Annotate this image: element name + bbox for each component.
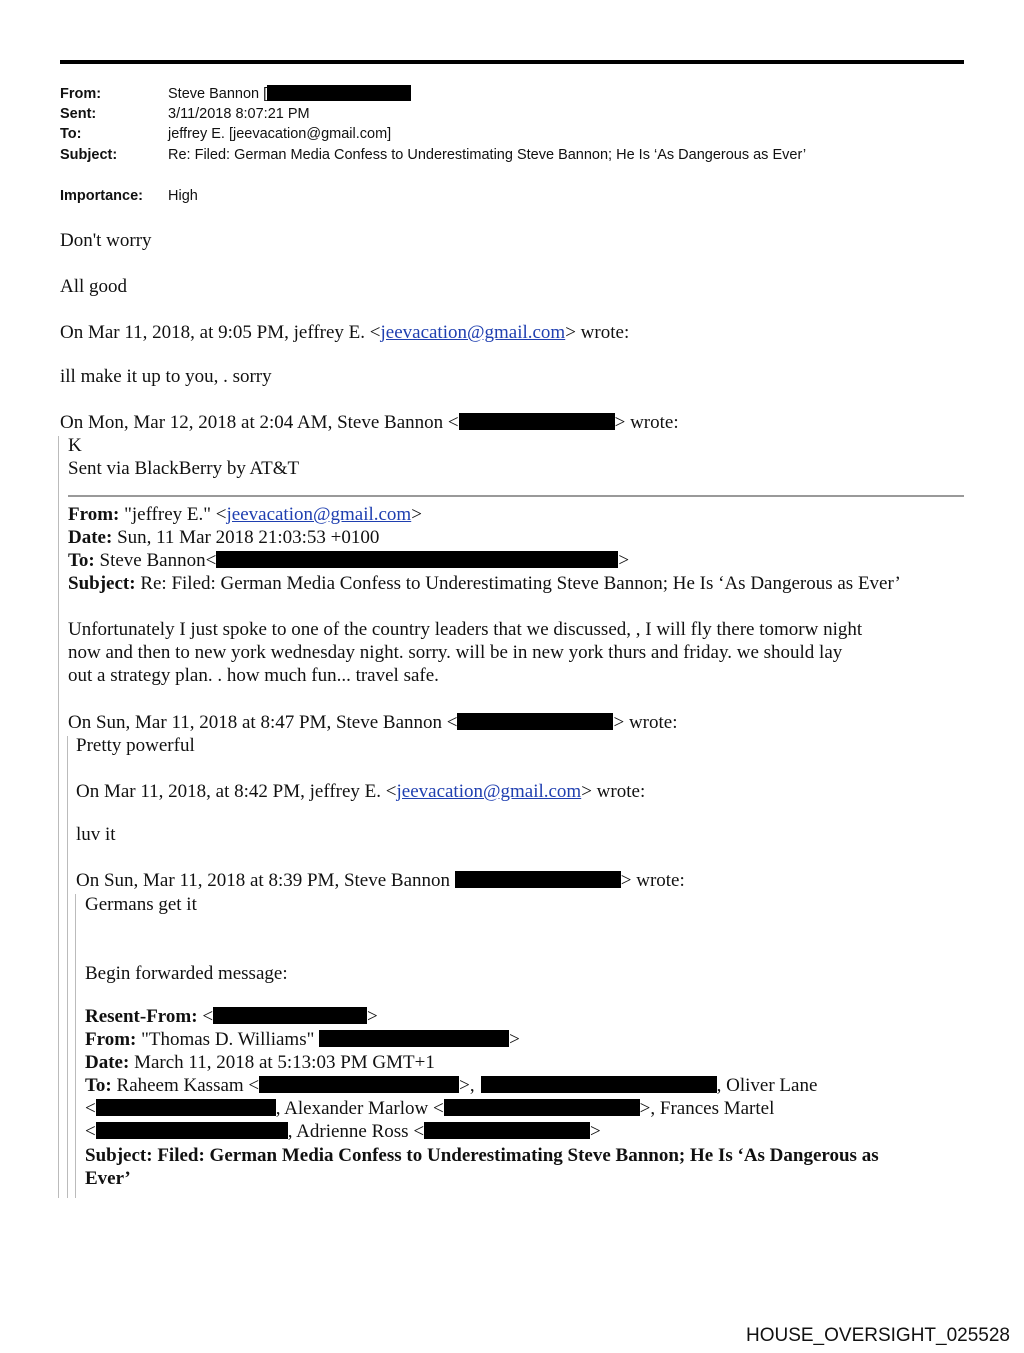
quote-bar-mid <box>67 736 68 1198</box>
quote-bar-inner <box>75 894 76 1198</box>
quote-header-1 <box>60 321 629 344</box>
fwd1-msg-line-2: now and then to new york wednesday night. sorry. will be in new york thurs and friday. we should lay <box>68 642 843 663</box>
fwd2-subject-value: Filed: German Media Confess to Underestimating Steve Bannon; He Is ‘As Dangerous as <box>157 1145 879 1166</box>
email-link[interactable]: jeevacation@gmail.com <box>380 322 566 343</box>
fwd2-resent-post: > <box>367 1006 378 1027</box>
fwd1-from <box>68 503 422 526</box>
from-value <box>168 84 411 104</box>
fwd2-from-label: From: <box>85 1029 137 1050</box>
quote-header-4-pre: On Mar 11, 2018, at 8:42 PM, jeffrey E. < <box>76 781 397 802</box>
email-link[interactable]: jeevacation@gmail.com <box>396 781 582 802</box>
fwd2-to-r1a: Raheem Kassam < <box>116 1075 260 1096</box>
quote-header-5-pre: On Sun, Mar 11, 2018 at 8:39 PM, Steve Bannon <box>76 870 455 891</box>
email-header <box>60 84 960 214</box>
fwd2-date-value: March 11, 2018 at 5:13:03 PM GMT+1 <box>134 1052 435 1073</box>
fwd1-to <box>68 549 629 572</box>
redaction-box <box>455 871 621 888</box>
importance-label: Importance: <box>60 188 143 204</box>
fwd2-resent-label: Resent-From: <box>85 1006 198 1027</box>
quote-bar-outer <box>58 436 59 1198</box>
fwd2-to-r3c: > <box>590 1121 601 1142</box>
fwd1-from-post: > <box>411 504 422 525</box>
quote-header-2-pre: On Mon, Mar 12, 2018 at 2:04 AM, Steve Bannon < <box>60 412 459 433</box>
redaction-box <box>267 85 411 101</box>
fwd2-to-line-2 <box>85 1097 774 1120</box>
quote-header-2-post: > wrote: <box>614 412 679 433</box>
fwd2-to-line-3 <box>85 1120 601 1143</box>
fwd2-resent-from <box>85 1005 378 1028</box>
reply-k: K <box>68 435 82 456</box>
quote-text-4: luv it <box>76 824 116 845</box>
quote-header-3 <box>68 711 678 734</box>
quote-header-1-post: > wrote: <box>565 322 630 343</box>
redaction-box <box>216 551 618 568</box>
fwd1-to-post: > <box>618 550 630 571</box>
fwd2-from-value: "Thomas D. Williams" <box>141 1029 315 1050</box>
quote-header-5 <box>76 869 685 892</box>
fwd1-date <box>68 526 379 549</box>
body-line-dont-worry: Don't worry <box>60 230 152 251</box>
quote-text-1: ill make it up to you, . sorry <box>60 366 272 387</box>
fwd2-to-r2a: < <box>85 1098 96 1119</box>
fwd2-subject-line-1 <box>85 1144 879 1167</box>
bates-number: HOUSE_OVERSIGHT_025528 <box>745 1325 1010 1346</box>
fwd2-from <box>85 1028 520 1051</box>
fwd2-date <box>85 1051 435 1074</box>
fwd2-to-label: To: <box>85 1075 112 1096</box>
redaction-box <box>319 1030 509 1047</box>
fwd2-to-r3b: , Adrienne Ross < <box>287 1121 425 1142</box>
redaction-box <box>213 1007 367 1024</box>
fwd2-date-label: Date: <box>85 1052 130 1073</box>
top-rule <box>60 60 964 64</box>
fwd2-to-r2c: >, Frances Martel <box>639 1098 775 1119</box>
fwd2-to-r1c: , Oliver Lane <box>716 1075 818 1096</box>
subject-value: Re: Filed: German Media Confess to Underestimating Steve Bannon; He Is ‘As Dangerous as Ever’ <box>168 147 807 163</box>
redaction-box <box>444 1099 640 1116</box>
body-line-all-good: All good <box>60 276 128 297</box>
fwd1-msg-line-1: Unfortunately I just spoke to one of the country leaders that we discussed, , I will fly there tomorw night <box>68 619 863 640</box>
subject-label: Subject: <box>60 147 118 163</box>
redaction-box <box>96 1099 276 1116</box>
fwd1-date-value: Sun, 11 Mar 2018 21:03:53 +0100 <box>117 527 380 548</box>
redaction-box <box>424 1122 590 1139</box>
quote-header-5-post: > wrote: <box>620 870 685 891</box>
quote-header-3-pre: On Sun, Mar 11, 2018 at 8:47 PM, Steve Bannon < <box>68 712 458 733</box>
fwd1-date-label: Date: <box>68 527 113 548</box>
fwd1-from-label: From: <box>68 504 120 525</box>
fwd2-subject-label: Subject: <box>85 1145 153 1166</box>
email-link[interactable]: jeevacation@gmail.com <box>226 504 412 525</box>
redaction-box <box>459 413 615 430</box>
forward-divider <box>68 495 964 497</box>
from-label: From: <box>60 86 102 102</box>
fwd1-to-label: To: <box>68 550 95 571</box>
fwd2-to-line-1 <box>85 1074 817 1097</box>
fwd2-to-r2b: , Alexander Marlow < <box>275 1098 444 1119</box>
to-value: jeffrey E. [jeevacation@gmail.com] <box>168 126 392 142</box>
quote-text-3: Pretty powerful <box>76 735 195 756</box>
fwd1-subject-value: Re: Filed: German Media Confess to Underestimating Steve Bannon; He Is ‘As Dangerous as Ever’ <box>140 573 901 594</box>
fwd2-subject-line-2: Ever’ <box>85 1168 131 1189</box>
quote-header-4-post: > wrote: <box>581 781 646 802</box>
begin-forwarded: Begin forwarded message: <box>85 963 288 984</box>
sent-value: 3/11/2018 8:07:21 PM <box>168 106 310 122</box>
redaction-box <box>96 1122 288 1139</box>
fwd1-to-value: Steve Bannon< <box>99 550 217 571</box>
quote-header-3-post: > wrote: <box>613 712 678 733</box>
fwd2-to-r3a: < <box>85 1121 96 1142</box>
fwd1-from-pre: "jeffrey E." < <box>124 504 227 525</box>
fwd2-resent-pre: < <box>202 1006 214 1027</box>
quote-header-2 <box>60 411 679 434</box>
quote-text-5: Germans get it <box>85 894 197 915</box>
redaction-box <box>259 1076 459 1093</box>
sent-via-line: Sent via BlackBerry by AT&T <box>68 458 300 479</box>
fwd2-to-r1b: >, <box>459 1075 475 1096</box>
quote-header-4 <box>76 780 645 803</box>
fwd1-subject <box>68 572 901 595</box>
redaction-box <box>457 713 613 730</box>
fwd1-subject-label: Subject: <box>68 573 136 594</box>
redaction-box <box>481 1076 717 1093</box>
importance-value: High <box>168 188 198 204</box>
sent-label: Sent: <box>60 106 97 122</box>
quote-header-1-pre: On Mar 11, 2018, at 9:05 PM, jeffrey E. < <box>60 322 381 343</box>
from-value-text: Steve Bannon [ <box>168 86 268 102</box>
fwd1-msg-line-3: out a strategy plan. . how much fun... travel safe. <box>68 665 439 686</box>
fwd2-from-post: > <box>509 1029 520 1050</box>
to-label: To: <box>60 126 82 142</box>
